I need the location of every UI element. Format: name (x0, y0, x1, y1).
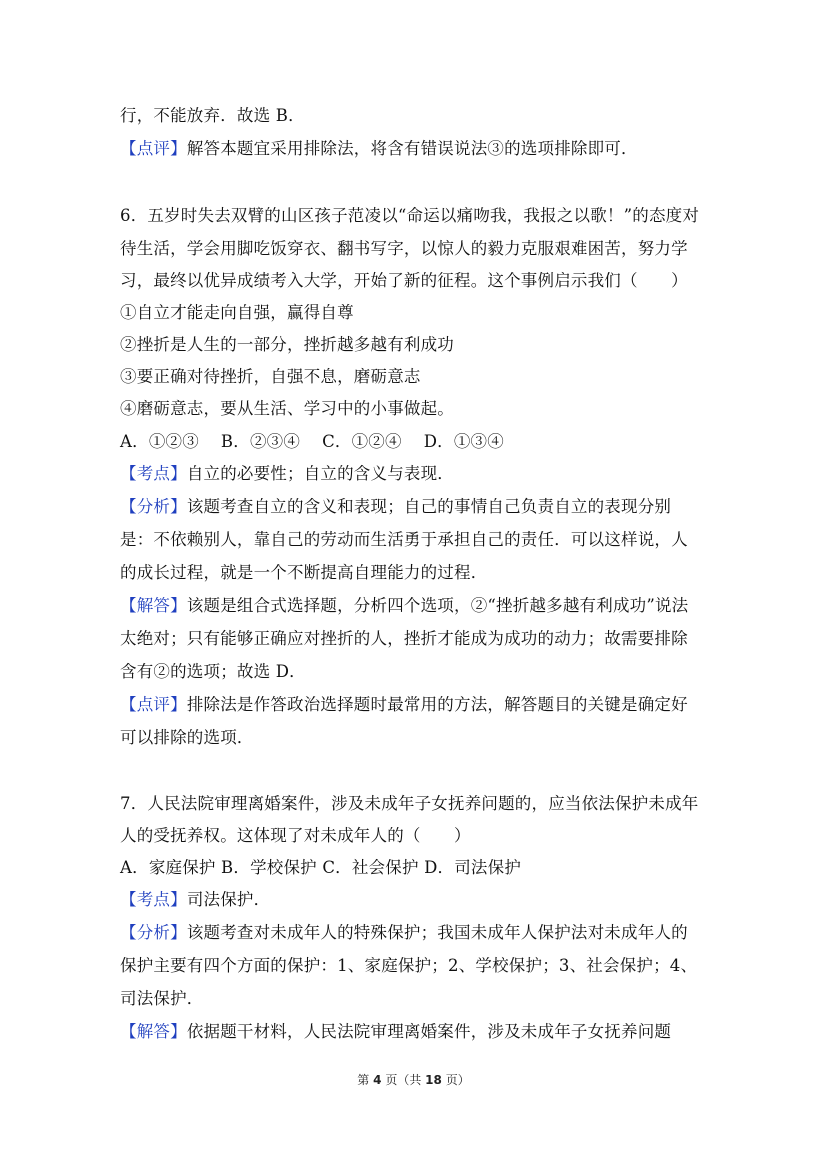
q6-option-d: D．①③④ (423, 432, 504, 451)
q6-option-b: B．②③④ (220, 432, 301, 451)
jieda-tag: 【解答】 (120, 1022, 187, 1041)
dianping-text: 排除法是作答政治选择题时最常用的方法，解答题目的关键是确定好 (186, 695, 688, 714)
footer-prefix: 第 (357, 1073, 370, 1087)
review-text: 解答本题宜采用排除法，将含有错误说法③的选项排除即可． (186, 139, 638, 158)
q6-statement-3: ③要正确对待挫折，自强不息，磨砺意志 (120, 367, 421, 386)
fenxi-tag: 【分析】 (120, 923, 187, 942)
page-footer (0, 1072, 827, 1088)
q6-fenxi-line-2: 是：不依赖别人，靠自己的劳动而生活勇于承担自己的责任．可以这样说，人 (120, 530, 688, 549)
q5-review (120, 138, 710, 160)
q6-jieda-line-1 (120, 595, 710, 617)
footer-page-number: 4 (373, 1073, 382, 1087)
q6-jieda-line-2: 太绝对；只有能够正确应对挫折的人，挫折才能成为成功的动力；故需要排除 (120, 629, 688, 648)
q7-kaodian (120, 889, 710, 911)
jieda-text: 该题是组合式选择题，分析四个选项，②“挫折越多越有利成功”说法 (186, 596, 689, 615)
footer-mid: 页（共 (385, 1073, 422, 1087)
q6-options (120, 431, 710, 453)
q6-option-c: C．①②④ (322, 432, 402, 451)
q6-dianping-line-2: 可以排除的选项． (120, 728, 254, 747)
q6-option-a: A．①②③ (120, 432, 199, 451)
q6-fenxi-line-1 (120, 496, 710, 518)
q7-fenxi-line-1 (120, 922, 710, 944)
q7-jieda-line-1 (120, 1021, 710, 1043)
jieda-text: 依据题干材料，人民法院审理离婚案件，涉及未成年子女抚养问题 (186, 1022, 672, 1041)
q6-statement-1: ①自立才能走向自强，赢得自尊 (120, 303, 354, 322)
q6-statement-2: ②挫折是人生的一部分，挫折越多越有利成功 (120, 335, 454, 354)
kaodian-text: 司法保护． (186, 890, 271, 909)
fenxi-tag: 【分析】 (120, 497, 187, 516)
q6-fenxi-line-3: 的成长过程，就是一个不断提高自理能力的过程． (120, 563, 488, 582)
fenxi-text: 该题考查对未成年人的特殊保护；我国未成年人保护法对未成年人的 (186, 923, 688, 942)
q6-stem-line-3: 习，最终以优异成绩考入大学，开始了新的征程。这个事例启示我们（ ） (120, 271, 688, 290)
kaodian-text: 自立的必要性；自立的含义与表现． (186, 464, 455, 483)
review-tag: 【点评】 (120, 139, 187, 158)
jieda-tag: 【解答】 (120, 596, 187, 615)
dianping-tag: 【点评】 (120, 695, 187, 714)
q6-dianping-line-1 (120, 694, 710, 716)
footer-suffix: 页） (445, 1073, 470, 1087)
fenxi-text: 该题考查自立的含义和表现；自己的事情自己负责自立的表现分别 (186, 497, 672, 516)
q6-stem-line-2: 待生活，学会用脚吃饭穿衣、翻书写字，以惊人的毅力克服艰难困苦，努力学 (120, 239, 688, 258)
q7-stem-line-1: 7．人民法院审理离婚案件，涉及未成年子女抚养问题的，应当依法保护未成年 (120, 794, 699, 813)
footer-total-pages: 18 (425, 1073, 442, 1087)
q6-statement-4: ④磨砺意志，要从生活、学习中的小事做起。 (120, 399, 454, 418)
q6-jieda-line-3: 含有②的选项；故选 D． (120, 662, 306, 681)
q6-stem-line-1: 6．五岁时失去双臂的山区孩子范凌以“命运以痛吻我，我报之以歌！”的态度对 (120, 206, 700, 225)
kaodian-tag: 【考点】 (120, 464, 187, 483)
q7-options: A．家庭保护 B．学校保护 C．社会保护 D．司法保护 (120, 858, 522, 877)
kaodian-tag: 【考点】 (120, 890, 187, 909)
q5-answer-line: 行，不能放弃．故选 B． (120, 106, 305, 125)
q7-fenxi-line-2: 保护主要有四个方面的保护：1、家庭保护；2、学校保护；3、社会保护；4、 (120, 956, 698, 975)
q7-stem-line-2: 人的受抚养权。这体现了对未成年人的（ ） (120, 826, 471, 845)
q7-fenxi-line-3: 司法保护． (120, 989, 204, 1008)
q6-kaodian (120, 463, 710, 485)
